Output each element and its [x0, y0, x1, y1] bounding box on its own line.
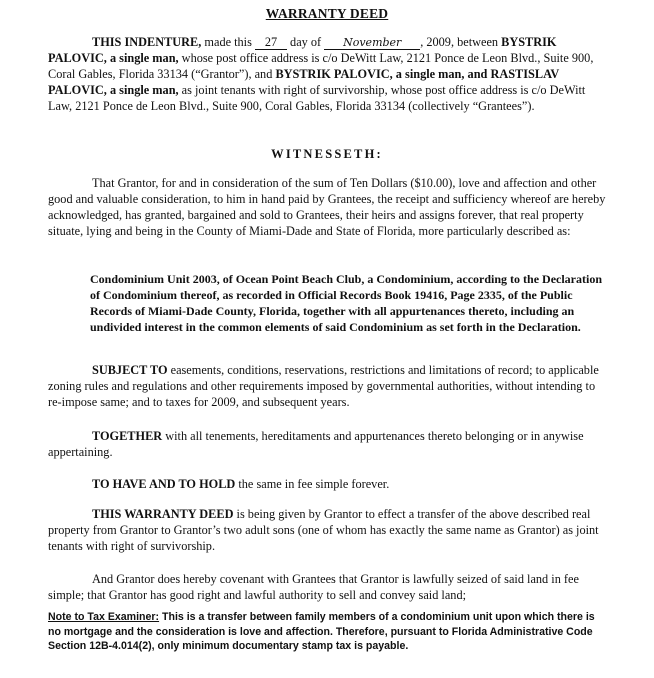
subject-to-lead: SUBJECT TO	[92, 363, 168, 377]
indenture-paragraph	[48, 34, 608, 114]
together-paragraph	[48, 428, 608, 460]
consideration-paragraph: That Grantor, for and in consideration of the sum of Ten Dollars ($10.00), love and affection and other good and valuable consideration, to him in hand paid by Grantees, the receipt and sufficiency whereof are hereby acknowledged, has granted, bargained and sold to Grantees, their heirs and assigns forever, that real property situate, lying and being in the County of Miami-Dade and State of Florida, more particularly described as:	[48, 176, 606, 238]
grantor-address: whose post office address is c/o DeWitt Law, 2121 Ponce de Leon Blvd., Suite 900, Coral Gables, Florida 33134 (“Grantor”), and	[48, 51, 594, 81]
indenture-year-between: , 2009, between	[420, 35, 499, 49]
grantor-name: BYSTRIK PALOVIC, a single man,	[48, 35, 557, 65]
habendum-lead: TO HAVE AND TO HOLD	[92, 477, 236, 491]
legal-description: Condominium Unit 2003, of Ocean Point Beach Club, a Condominium, according to the Declaration of Condominium thereof, as recorded in Official Records Book 19416, Page 2335, of the Public Records of Miami-Dade County, Florida, together with all appurtenances thereto, including an undivided interest in the common elements of said Condominium as set forth in the Declaration.	[90, 272, 603, 334]
purpose-lead: THIS WARRANTY DEED	[92, 507, 234, 521]
together-text: with all tenements, hereditaments and appurtenances thereto belonging or in anywise appertaining.	[48, 429, 584, 459]
indenture-made-this: made this	[201, 35, 255, 49]
witnesseth-heading: WITNESSETH:	[271, 147, 383, 161]
month-field: November	[324, 36, 420, 50]
habendum-text: the same in fee simple forever.	[235, 477, 390, 491]
purpose-paragraph	[48, 506, 608, 554]
together-lead: TOGETHER	[92, 429, 163, 443]
day-field: 27	[255, 36, 287, 50]
indenture-day-of: day of	[286, 35, 325, 49]
subject-to-paragraph	[48, 362, 608, 410]
tax-examiner-note	[48, 610, 608, 654]
purpose-text: is being given by Grantor to effect a transfer of the above described real property from Grantor to Grantor’s two adult sons (one of whom has exactly the same name as Grantor) as joint tenants with right of survivorship.	[48, 507, 599, 553]
note-label: Note to Tax Examiner:	[48, 611, 160, 623]
indenture-lead: THIS INDENTURE,	[92, 35, 202, 49]
document-title: WARRANTY DEED	[265, 6, 389, 21]
habendum-paragraph	[48, 476, 608, 492]
covenant-paragraph: And Grantor does hereby covenant with Grantees that Grantor is lawfully seized of said land in fee simple; that Grantor has good right and lawful authority to sell and convey said land;	[48, 572, 579, 602]
note-text: This is a transfer between family members of a condominium unit upon which there is no mortgage and the consideration is love and affection. Therefore, pursuant to Florida Administrative Code Section 12B-4.014(2), only minimum documentary stamp tax is payable.	[48, 611, 595, 652]
grantees-names: BYSTRIK PALOVIC, a single man, and RASTISLAV PALOVIC, a single man,	[48, 67, 560, 97]
grantees-address: as joint tenants with right of survivorship, whose post office address is c/o DeWitt Law, 2121 Ponce de Leon Blvd., Suite 900, Coral Gables, Florida 33134 (collectively “Grantees”).	[48, 83, 586, 113]
subject-to-text: easements, conditions, reservations, restrictions and limitations of record; to applicable zoning rules and regulations and other requirements imposed by governmental authorities, without intending to re-impose same; and to taxes for 2009, and subsequent years.	[48, 363, 599, 409]
